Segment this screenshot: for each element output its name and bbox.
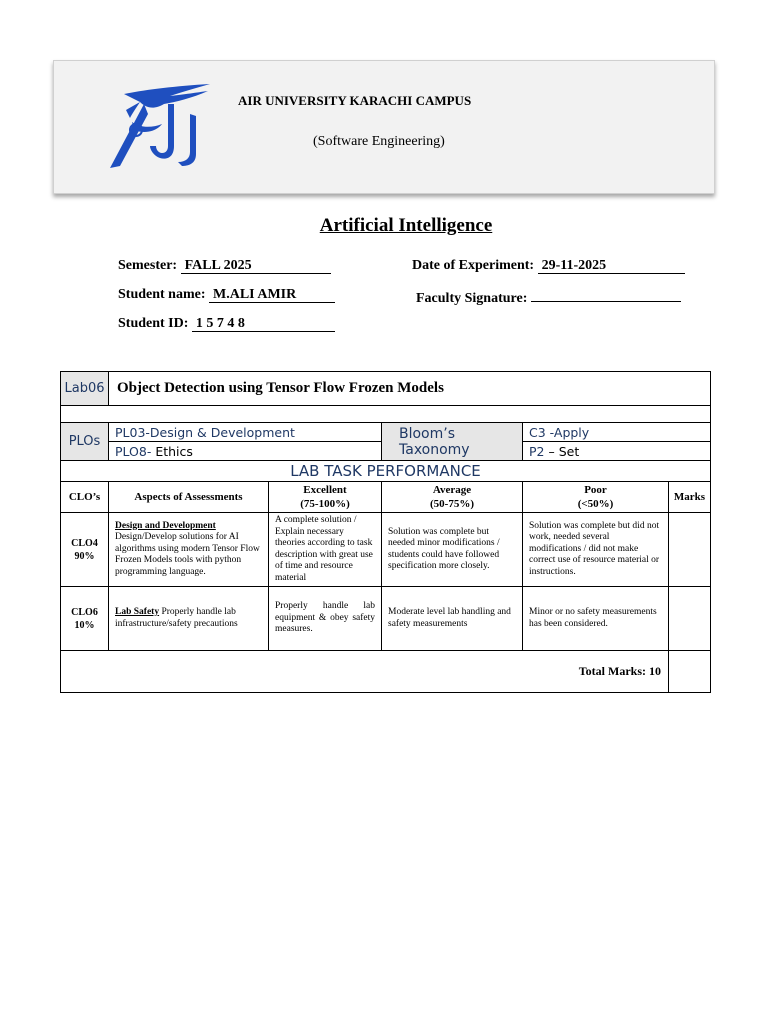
student-name-field — [118, 287, 335, 303]
date-label: Date of Experiment: — [412, 258, 535, 273]
excellent-criteria: A complete solution / Explain necessary theories according to task description with great use of time and resource material — [269, 513, 382, 587]
table-row — [61, 587, 711, 651]
col-clo: CLO’s — [61, 482, 109, 513]
plos-label: PLOs — [61, 423, 109, 461]
spacer-row — [61, 406, 711, 423]
semester-value: FALL 2025 — [181, 259, 331, 274]
student-name-label: Student name: — [118, 287, 206, 302]
plo-row-1 — [61, 423, 711, 442]
total-row — [61, 651, 711, 693]
poor-criteria: Solution was complete but did not work, needed several modifications / did not make correct use of resource material or instructions. — [523, 513, 669, 587]
date-value: 29-11-2025 — [538, 259, 685, 274]
university-logo-icon — [104, 80, 214, 172]
student-id-field — [118, 316, 335, 332]
course-title: Artificial Intelligence — [319, 215, 493, 236]
plo-ethics — [109, 442, 382, 461]
total-marks: Total Marks: 10 — [61, 651, 669, 693]
average-criteria: Solution was complete but needed minor modifications / students could have followed specification more closely. — [382, 513, 523, 587]
bloom-c3-apply: C3 -Apply — [523, 423, 711, 442]
clo4-cell: CLO4 90% — [61, 513, 109, 587]
aspect-lab-safety: Lab Safety Properly handle lab infrastructure/safety precautions — [109, 587, 269, 651]
student-id-label: Student ID: — [118, 316, 189, 331]
student-name-value: M.ALI AMIR — [209, 288, 335, 303]
faculty-signature-line — [531, 287, 681, 302]
faculty-signature-label: Faculty Signature: — [416, 291, 528, 306]
average-criteria: Moderate level lab handling and safety measurements — [382, 587, 523, 651]
poor-criteria: Minor or no safety measurements has been considered. — [523, 587, 669, 651]
aspect-design-development: Design and Development Design/Develop solutions for AI algorithms using modern Tensor Flow Frozen Models tools with python programming language. — [109, 513, 269, 587]
total-marks-cell[interactable] — [669, 651, 711, 693]
col-marks: Marks — [669, 482, 711, 513]
plo8-name: Ethics — [151, 443, 193, 459]
excellent-criteria: Properly handle lab equipment & obey safety measures. — [269, 587, 382, 651]
marks-cell[interactable] — [669, 587, 711, 651]
p2-name: – Set — [544, 443, 580, 459]
date-field — [412, 258, 685, 274]
lab-title: Object Detection using Tensor Flow Frozen Models — [109, 372, 711, 406]
col-aspects: Aspects of Assessments — [109, 482, 269, 513]
clo6-cell: CLO6 10% — [61, 587, 109, 651]
col-average: Average (50-75%) — [382, 482, 523, 513]
semester-label: Semester: — [118, 258, 178, 273]
lab-title-row — [61, 372, 711, 406]
lab-assessment-table — [60, 371, 711, 693]
university-name: AIR UNIVERSITY KARACHI CAMPUS — [238, 93, 472, 108]
lab-task-performance-header: LAB TASK PERFORMANCE — [61, 461, 711, 482]
faculty-signature-field — [416, 287, 681, 307]
blooms-taxonomy-label: Bloom’s Taxonomy — [382, 423, 523, 461]
student-id-value: 1 5 7 4 8 — [192, 317, 335, 332]
lab-number: Lab06 — [61, 372, 109, 406]
table-row — [61, 513, 711, 587]
semester-field — [118, 258, 331, 274]
bloom-p2-set — [523, 442, 711, 461]
col-poor: Poor (<50%) — [523, 482, 669, 513]
column-header-row — [61, 482, 711, 513]
plo-design-development: PL03-Design & Development — [109, 423, 382, 442]
performance-header-row — [61, 461, 711, 482]
p2-code: P2 — [529, 443, 545, 459]
department-name: (Software Engineering) — [313, 134, 445, 149]
col-excellent: Excellent (75-100%) — [269, 482, 382, 513]
marks-cell[interactable] — [669, 513, 711, 587]
plo8-code: PLO8- — [115, 443, 152, 459]
